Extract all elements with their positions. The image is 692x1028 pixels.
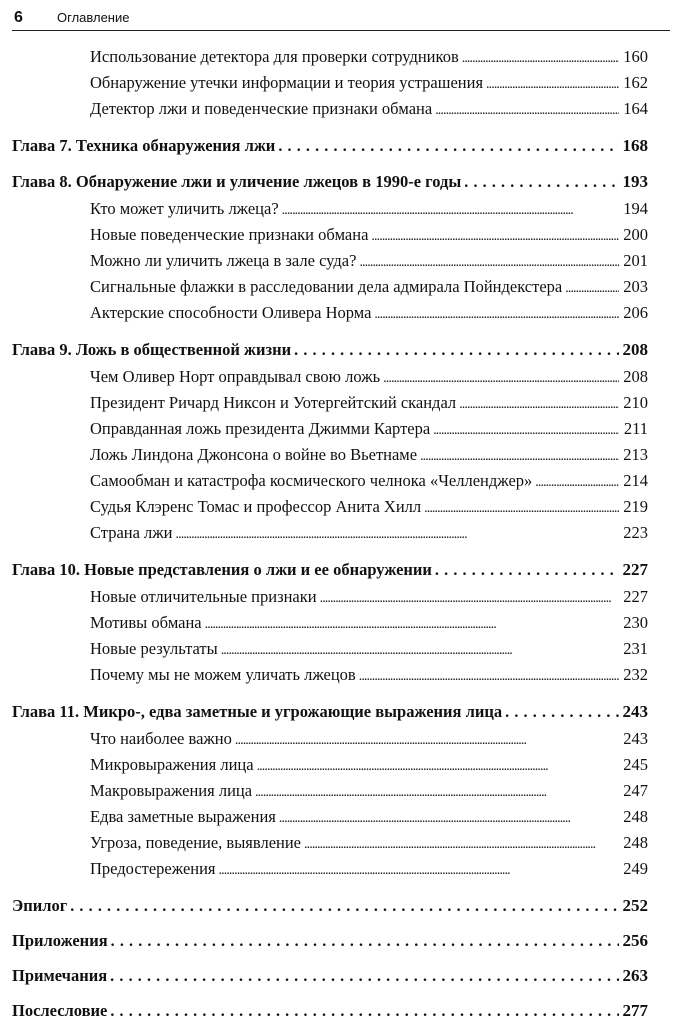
toc-section-entry	[0, 807, 692, 829]
dot-leader	[565, 277, 619, 299]
dot-leader	[110, 1001, 619, 1022]
toc-section-entry	[0, 251, 692, 273]
dot-leader	[359, 251, 619, 273]
entry-title: Президент Ричард Никсон и Уотергейтский скандал	[90, 393, 457, 412]
page-number: 6	[14, 9, 23, 26]
dot-leader	[383, 367, 619, 389]
dot-leader	[176, 523, 619, 545]
toc-chapter-entry	[0, 560, 692, 582]
entry-page-number: 243	[622, 702, 648, 721]
entry-page-number: 230	[623, 613, 648, 632]
entry-page-number: 232	[623, 665, 648, 684]
dot-leader	[70, 896, 619, 917]
entry-page-number: 208	[622, 340, 648, 359]
entry-page-number: 214	[623, 471, 648, 490]
toc-chapter-entry	[0, 966, 692, 988]
dot-leader	[433, 419, 619, 441]
entry-page-number: 194	[623, 199, 648, 218]
dot-leader	[320, 587, 619, 609]
toc-chapter-entry	[0, 136, 692, 158]
dot-leader	[111, 931, 619, 952]
toc-chapter-entry	[0, 1001, 692, 1023]
entry-title: Примечания	[12, 966, 108, 985]
entry-page-number: 210	[623, 393, 648, 412]
entry-title: Кто может уличить лжеца?	[90, 199, 279, 218]
entry-page-number: 248	[623, 807, 648, 826]
entry-page-number: 211	[623, 419, 648, 438]
dot-leader	[505, 702, 619, 723]
dot-leader	[304, 833, 619, 855]
entry-title: Почему мы не можем уличать лжецов	[90, 665, 356, 684]
entry-title: Глава 9. Ложь в общественной жизни	[12, 340, 292, 359]
entry-title: Актерские способности Оливера Норма	[90, 303, 372, 322]
toc-section-entry	[0, 781, 692, 803]
dot-leader	[420, 445, 619, 467]
toc-section-entry	[0, 367, 692, 389]
entry-title: Эпилог	[12, 896, 68, 915]
entry-title: Что наиболее важно	[90, 729, 232, 748]
toc-section-entry	[0, 393, 692, 415]
entry-title: Страна лжи	[90, 523, 173, 542]
entry-title: Глава 11. Микро-, едва заметные и угрожающие выражения лица	[12, 702, 503, 721]
entry-page-number: 213	[623, 445, 648, 464]
toc-chapter-entry	[0, 172, 692, 194]
entry-page-number: 223	[623, 523, 648, 542]
toc-section-entry	[0, 497, 692, 519]
toc-section-entry	[0, 639, 692, 661]
entry-page-number: 249	[623, 859, 648, 878]
dot-leader	[435, 560, 619, 581]
entry-page-number: 219	[623, 497, 648, 516]
entry-page-number: 256	[622, 931, 648, 950]
entry-title: Глава 10. Новые представления о лжи и ее обнаружении	[12, 560, 432, 579]
dot-leader	[459, 393, 619, 415]
toc-chapter-entry	[0, 340, 692, 362]
entry-title: Едва заметные выражения	[90, 807, 276, 826]
dot-leader	[464, 172, 619, 193]
entry-title: Чем Оливер Норт оправдывал свою ложь	[90, 367, 381, 386]
entry-page-number: 252	[622, 896, 648, 915]
toc-section-entry	[0, 587, 692, 609]
toc-section-entry	[0, 47, 692, 69]
toc-chapter-entry	[0, 931, 692, 953]
toc-section-entry	[0, 729, 692, 751]
toc-section-entry	[0, 303, 692, 325]
entry-page-number: 200	[623, 225, 648, 244]
dot-leader	[424, 497, 619, 519]
entry-title: Обнаружение утечки информации и теория устрашения	[90, 73, 484, 92]
toc-section-entry	[0, 419, 692, 441]
dot-leader	[255, 781, 619, 803]
toc-section-entry	[0, 277, 692, 299]
toc-section-entry	[0, 99, 692, 121]
toc-section-entry	[0, 445, 692, 467]
dot-leader	[278, 136, 619, 157]
entry-page-number: 263	[622, 966, 648, 985]
entry-title: Детектор лжи и поведенческие признаки обмана	[90, 99, 433, 118]
dot-leader	[294, 340, 619, 361]
entry-title: Предостережения	[90, 859, 216, 878]
entry-page-number: 245	[623, 755, 648, 774]
entry-title: Новые поведенческие признаки обмана	[90, 225, 369, 244]
entry-page-number: 227	[623, 587, 648, 606]
dot-leader	[257, 755, 619, 777]
entry-page-number: 168	[622, 136, 648, 155]
entry-page-number: 243	[623, 729, 648, 748]
toc-chapter-entry	[0, 896, 692, 918]
toc-section-entry	[0, 859, 692, 881]
entry-page-number: 227	[622, 560, 648, 579]
entry-page-number: 277	[622, 1001, 648, 1020]
entry-page-number: 247	[623, 781, 648, 800]
toc-section-entry	[0, 613, 692, 635]
dot-leader	[219, 859, 619, 881]
running-title: Оглавление	[57, 10, 130, 25]
dot-leader	[279, 807, 619, 829]
toc-section-entry	[0, 665, 692, 687]
entry-title: Глава 7. Техника обнаружения лжи	[12, 136, 276, 155]
dot-leader	[462, 47, 619, 69]
entry-page-number: 160	[623, 47, 648, 66]
toc-section-entry	[0, 225, 692, 247]
toc-section-entry	[0, 523, 692, 545]
entry-title: Глава 8. Обнаружение лжи и уличение лжецов в 1990-е годы	[12, 172, 462, 191]
dot-leader	[535, 471, 619, 493]
entry-page-number: 208	[623, 367, 648, 386]
dot-leader	[435, 99, 619, 121]
entry-page-number: 162	[623, 73, 648, 92]
entry-page-number: 203	[623, 277, 648, 296]
entry-page-number: 201	[623, 251, 648, 270]
dot-leader	[371, 225, 619, 247]
entry-title: Послесловие	[12, 1001, 108, 1020]
entry-page-number: 206	[623, 303, 648, 322]
entry-title: Новые результаты	[90, 639, 218, 658]
entry-title: Самообман и катастрофа космического челнока «Челленджер»	[90, 471, 533, 490]
entry-title: Можно ли уличить лжеца в зале суда?	[90, 251, 357, 270]
entry-page-number: 193	[622, 172, 648, 191]
dot-leader	[486, 73, 619, 95]
entry-page-number: 248	[623, 833, 648, 852]
toc-section-entry	[0, 833, 692, 855]
entry-title: Судья Клэренс Томас и профессор Анита Хилл	[90, 497, 422, 516]
entry-title: Сигнальные флажки в расследовании дела адмирала Пойндекстера	[90, 277, 563, 296]
dot-leader	[110, 966, 619, 987]
entry-title: Оправданная ложь президента Джимми Картера	[90, 419, 431, 438]
entry-page-number: 231	[623, 639, 648, 658]
entry-title: Микровыражения лица	[90, 755, 254, 774]
dot-leader	[282, 199, 619, 221]
dot-leader	[205, 613, 619, 635]
dot-leader	[359, 665, 619, 687]
entry-title: Угроза, поведение, выявление	[90, 833, 302, 852]
entry-title: Использование детектора для проверки сотрудников	[90, 47, 459, 66]
entry-title: Приложения	[12, 931, 108, 950]
toc-section-entry	[0, 471, 692, 493]
dot-leader	[374, 303, 619, 325]
dot-leader	[235, 729, 619, 751]
dot-leader	[221, 639, 619, 661]
toc-section-entry	[0, 73, 692, 95]
entry-title: Ложь Линдона Джонсона о войне во Вьетнаме	[90, 445, 418, 464]
toc-section-entry	[0, 199, 692, 221]
entry-title: Макровыражения лица	[90, 781, 253, 800]
entry-title: Новые отличительные признаки	[90, 587, 317, 606]
toc-chapter-entry	[0, 702, 692, 724]
running-header	[12, 8, 670, 31]
toc-section-entry	[0, 755, 692, 777]
entry-title: Мотивы обмана	[90, 613, 202, 632]
entry-page-number: 164	[623, 99, 648, 118]
